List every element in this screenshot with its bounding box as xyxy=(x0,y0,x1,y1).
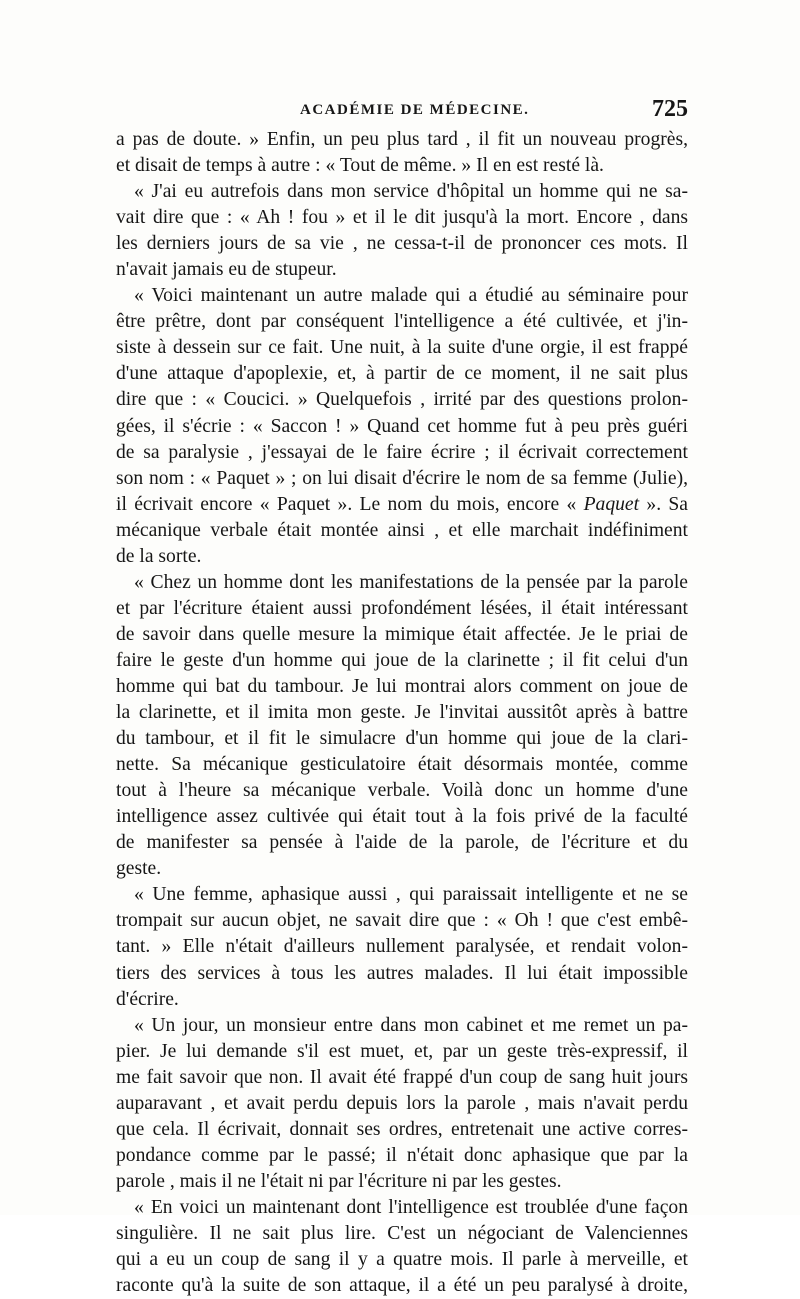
text-line-content: dire que : « Coucici. » Quelquefois , irrité par des questions prolon- xyxy=(116,389,688,411)
text-line-content: « En voici un maintenant dont l'intelligence est troublée d'une façon xyxy=(134,1196,688,1218)
text-line xyxy=(116,127,688,153)
text-line-content: d'une attaque d'apoplexie, et, à partir de ce moment, il ne sait plus xyxy=(116,363,688,385)
text-line xyxy=(116,231,688,257)
text-line xyxy=(116,1143,688,1169)
text-line xyxy=(116,987,688,1013)
text-line xyxy=(116,1091,688,1117)
text-line xyxy=(116,1039,688,1065)
text-line xyxy=(116,283,688,309)
text-line-content: tout à l'heure sa mécanique verbale. Voilà donc un homme d'une xyxy=(116,780,688,802)
text-line-content: pier. Je lui demande s'il est muet, et, par un geste très-expressif, il xyxy=(116,1040,688,1062)
text-line xyxy=(116,1065,688,1091)
italic-word: Paquet xyxy=(583,493,640,515)
text-line xyxy=(116,830,688,856)
text-line xyxy=(116,752,688,778)
text-line xyxy=(116,1195,688,1221)
page-number: 725 xyxy=(652,96,688,122)
text-line xyxy=(116,1221,688,1247)
text-line xyxy=(116,934,688,960)
text-line-content: homme qui bat du tambour. Je lui montrai alors comment on joue de xyxy=(116,675,688,697)
text-line-content: tiers des services à tous les autres malades. Il lui était impossible xyxy=(116,962,688,984)
text-line-tail: ». Sa xyxy=(639,493,689,515)
text-line xyxy=(116,544,688,570)
text-line-content: vait dire que : « Ah ! fou » et il le dit jusqu'à la mort. Encore , dans xyxy=(116,207,688,229)
text-line xyxy=(116,1169,688,1195)
text-line-content: a pas de doute. » Enfin, un peu plus tard , il fit un nouveau progrès, xyxy=(116,129,688,150)
text-line-content: geste. xyxy=(116,858,162,880)
text-line xyxy=(116,466,688,492)
text-line-content: que cela. Il écrivait, donnait ses ordres, entretenait une active corres- xyxy=(116,1118,688,1140)
text-line xyxy=(116,440,688,466)
text-line xyxy=(116,882,688,908)
text-line-content: son nom : « Paquet » ; on lui disait d'écrire le nom de sa femme (Julie), xyxy=(116,467,688,489)
text-line xyxy=(116,492,688,518)
text-line xyxy=(116,908,688,934)
text-line xyxy=(116,648,688,674)
text-line xyxy=(116,778,688,804)
text-line xyxy=(116,205,688,231)
text-line xyxy=(116,1117,688,1143)
text-line xyxy=(116,179,688,205)
text-line xyxy=(116,309,688,335)
text-line xyxy=(116,961,688,987)
text-line-content: et par l'écriture étaient aussi profondément lésées, il était intéressant xyxy=(116,597,688,619)
text-line-content: et disait de temps à autre : « Tout de même. » Il en est resté là. xyxy=(116,155,604,177)
text-line-content: faire le geste d'un homme qui joue de la clarinette ; il fit celui d'un xyxy=(116,649,688,671)
text-line-content: me fait savoir que non. Il avait été frappé d'un coup de sang huit jours xyxy=(116,1066,688,1088)
text-line-content: du tambour, et il fit le simulacre d'un homme qui joue de la clari- xyxy=(116,728,688,750)
text-line xyxy=(116,1273,688,1299)
text-line-content: raconte qu'à la suite de son attaque, il a été un peu paralysé à droite, xyxy=(116,1275,688,1297)
text-line-content: « Voici maintenant un autre malade qui a étudié au séminaire pour xyxy=(134,285,688,307)
text-line-content: de sa paralysie , j'essayai de le faire écrire ; il écrivait correctement xyxy=(116,441,688,463)
text-line-content: mécanique verbale était montée ainsi , et elle marchait indéfiniment xyxy=(116,519,688,541)
text-line-content: nette. Sa mécanique gesticulatoire était désormais montée, comme xyxy=(116,754,688,776)
text-line-content: intelligence assez cultivée qui était tout à la fois privé de la faculté xyxy=(116,806,688,828)
text-line-content: de savoir dans quelle mesure la mimique était affectée. Je le priai de xyxy=(116,623,688,645)
text-line xyxy=(116,804,688,830)
text-line xyxy=(116,856,688,882)
text-line-content: « J'ai eu autrefois dans mon service d'hôpital un homme qui ne sa- xyxy=(134,181,688,203)
text-line-content: de manifester sa pensée à l'aide de la parole, de l'écriture et du xyxy=(116,832,688,854)
text-line-content: « Un jour, un monsieur entre dans mon cabinet et me remet un pa- xyxy=(134,1014,688,1036)
text-line xyxy=(116,387,688,413)
text-line xyxy=(116,674,688,700)
text-line-content: d'écrire. xyxy=(116,988,179,1010)
text-line-content: parole , mais il ne l'était ni par l'écriture ni par les gestes. xyxy=(116,1170,562,1192)
text-line-content: n'avait jamais eu de stupeur. xyxy=(116,259,337,281)
text-line xyxy=(116,622,688,648)
text-line xyxy=(116,596,688,622)
text-line-content: gées, il s'écrie : « Saccon ! » Quand cet homme fut à peu près guéri xyxy=(116,415,688,437)
text-line xyxy=(116,700,688,726)
text-line-content: « Une femme, aphasique aussi , qui paraissait intelligente et ne se xyxy=(134,884,688,906)
text-line-content: siste à dessein sur ce fait. Une nuit, à la suite d'une orgie, il est frappé xyxy=(116,337,688,359)
body-text xyxy=(116,127,688,1299)
running-head xyxy=(116,98,688,128)
text-line-content: les derniers jours de sa vie , ne cessa-t-il de prononcer ces mots. Il xyxy=(116,233,688,255)
text-line-content: tant. » Elle n'était d'ailleurs nullement paralysée, et rendait volon- xyxy=(116,936,688,958)
text-line-content: être prêtre, dont par conséquent l'intelligence a été cultivée, et j'in- xyxy=(116,311,688,333)
text-line xyxy=(116,414,688,440)
text-line-content: la clarinette, et il imita mon geste. Je l'invitai aussitôt après à battre xyxy=(116,702,688,724)
text-line xyxy=(116,1013,688,1039)
text-line xyxy=(116,518,688,544)
text-line-content: singulière. Il ne sait plus lire. C'est un négociant de Valenciennes xyxy=(116,1222,688,1244)
text-line xyxy=(116,361,688,387)
text-line xyxy=(116,153,688,179)
running-title: ACADÉMIE DE MÉDECINE. xyxy=(300,102,530,118)
text-line xyxy=(116,257,688,283)
text-line-content: qui a eu un coup de sang il y a quatre mois. Il parle à merveille, et xyxy=(116,1249,688,1271)
text-line-content: auparavant , et avait perdu depuis lors la parole , mais n'avait perdu xyxy=(116,1092,688,1114)
text-line-content: de la sorte. xyxy=(116,545,202,567)
text-line xyxy=(116,335,688,361)
text-line xyxy=(116,570,688,596)
text-line xyxy=(116,1247,688,1273)
text-line-content: « Chez un homme dont les manifestations de la pensée par la parole xyxy=(134,571,688,593)
text-line-content: il écrivait encore « Paquet ». Le nom du mois, encore « xyxy=(116,493,584,515)
text-line-content: trompait sur aucun objet, ne savait dire que : « Oh ! que c'est embê- xyxy=(116,910,688,932)
text-line xyxy=(116,726,688,752)
text-line-content: pondance comme par le passé; il n'était donc aphasique que par la xyxy=(116,1144,688,1166)
